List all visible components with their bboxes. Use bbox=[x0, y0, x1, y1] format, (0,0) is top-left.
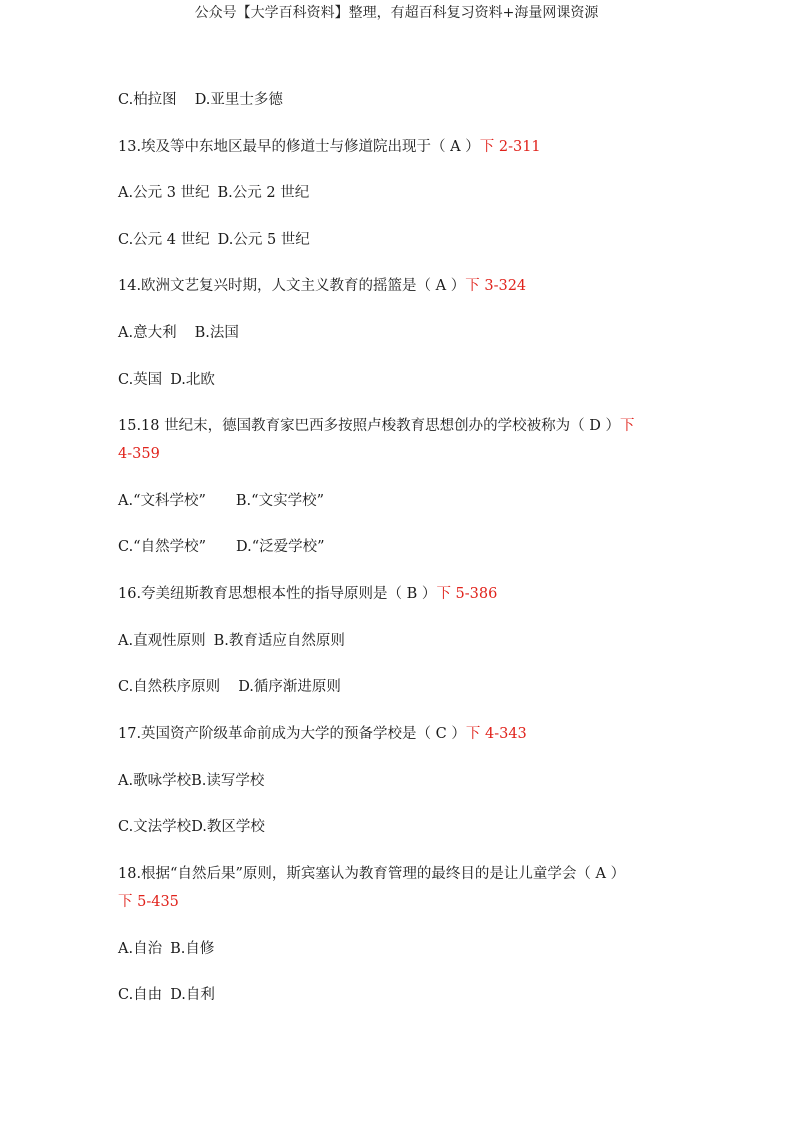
q13-option-d: D.公元 5 世纪 bbox=[217, 232, 310, 248]
q12-option-c: C.柏拉图 bbox=[118, 92, 177, 108]
q16-option-a: A.直观性原则 bbox=[118, 633, 206, 649]
q18-option-d: D.自利 bbox=[170, 987, 215, 1003]
q15-options-cd bbox=[118, 538, 325, 556]
q16-stem: 16.夸美纽斯教育思想根本性的指导原则是（ B ） bbox=[118, 586, 437, 602]
q17-option-a: A.歌咏学校 bbox=[118, 773, 192, 789]
q17-option-b: B.读写学校 bbox=[191, 773, 265, 789]
q16-options-cd bbox=[118, 678, 341, 696]
q18-reference-line bbox=[118, 893, 179, 911]
q15-stem: 15.18 世纪末，德国教育家巴西多按照卢梭教育思想创办的学校被称为（ D ） bbox=[118, 418, 620, 434]
q15-stem-line bbox=[118, 417, 634, 435]
q14-option-c: C.英国 bbox=[118, 372, 163, 388]
q14-options-cd bbox=[118, 371, 215, 389]
q12-options-cd bbox=[118, 91, 283, 109]
q14-stem: 14.欧洲文艺复兴时期，人文主义教育的摇篮是（ A ） bbox=[118, 278, 466, 294]
q13-option-c: C.公元 4 世纪 bbox=[118, 232, 210, 248]
q15-option-b: B.“文实学校” bbox=[235, 493, 324, 509]
q15-option-a: A.“文科学校” bbox=[118, 493, 206, 509]
page-header: 公众号【大学百科资料】整理，有超百科复习资料+海量网课资源 bbox=[194, 5, 599, 21]
q16-stem-line bbox=[118, 585, 497, 603]
q15-option-c: C.“自然学校” bbox=[118, 539, 207, 555]
q14-options-ab bbox=[118, 324, 239, 342]
q17-option-c: C.文法学校 bbox=[118, 819, 192, 835]
q17-option-d: D.教区学校 bbox=[191, 819, 265, 835]
q14-reference: 下 3-324 bbox=[465, 278, 527, 294]
q12-option-d: D.亚里士多德 bbox=[194, 92, 283, 108]
q14-option-a: A.意大利 bbox=[118, 325, 177, 341]
q17-options-ab bbox=[118, 772, 264, 790]
q13-reference: 下 2-311 bbox=[479, 139, 541, 155]
q16-option-b: B.教育适应自然原则 bbox=[213, 633, 345, 649]
q13-stem-line bbox=[118, 138, 541, 156]
q15-reference-part2: 4-359 bbox=[118, 446, 160, 462]
q15-reference-line2 bbox=[118, 445, 160, 463]
q16-options-ab bbox=[118, 632, 345, 650]
q18-option-b: B.自修 bbox=[170, 941, 215, 957]
q15-reference-part1: 下 bbox=[619, 418, 635, 434]
q13-stem: 13.埃及等中东地区最早的修道士与修道院出现于（ A ） bbox=[118, 139, 480, 155]
q18-options-ab bbox=[118, 940, 214, 958]
q17-reference: 下 4-343 bbox=[465, 726, 527, 742]
q18-option-a: A.自治 bbox=[118, 941, 163, 957]
q14-option-d: D.北欧 bbox=[170, 372, 215, 388]
q16-reference: 下 5-386 bbox=[436, 586, 498, 602]
q17-stem: 17.英国资产阶级革命前成为大学的预备学校是（ C ） bbox=[118, 726, 466, 742]
q18-stem: 18.根据“自然后果”原则，斯宾塞认为教育管理的最终目的是让儿童学会（ A ） bbox=[118, 866, 626, 882]
q18-stem-line bbox=[118, 865, 625, 883]
q16-option-d: D.循序渐进原则 bbox=[238, 679, 341, 695]
q18-reference: 下 5-435 bbox=[118, 894, 179, 910]
q14-stem-line bbox=[118, 277, 526, 295]
q17-stem-line bbox=[118, 725, 527, 743]
q16-option-c: C.自然秩序原则 bbox=[118, 679, 221, 695]
q13-options-cd bbox=[118, 231, 310, 249]
q13-options-ab bbox=[118, 184, 309, 202]
q15-options-ab bbox=[118, 492, 324, 510]
q13-option-b: B.公元 2 世纪 bbox=[217, 185, 310, 201]
q18-options-cd bbox=[118, 986, 215, 1004]
q17-options-cd bbox=[118, 818, 265, 836]
q15-option-d: D.“泛爱学校” bbox=[236, 539, 325, 555]
q18-option-c: C.自由 bbox=[118, 987, 163, 1003]
q13-option-a: A.公元 3 世纪 bbox=[118, 185, 210, 201]
q14-option-b: B.法国 bbox=[194, 325, 239, 341]
